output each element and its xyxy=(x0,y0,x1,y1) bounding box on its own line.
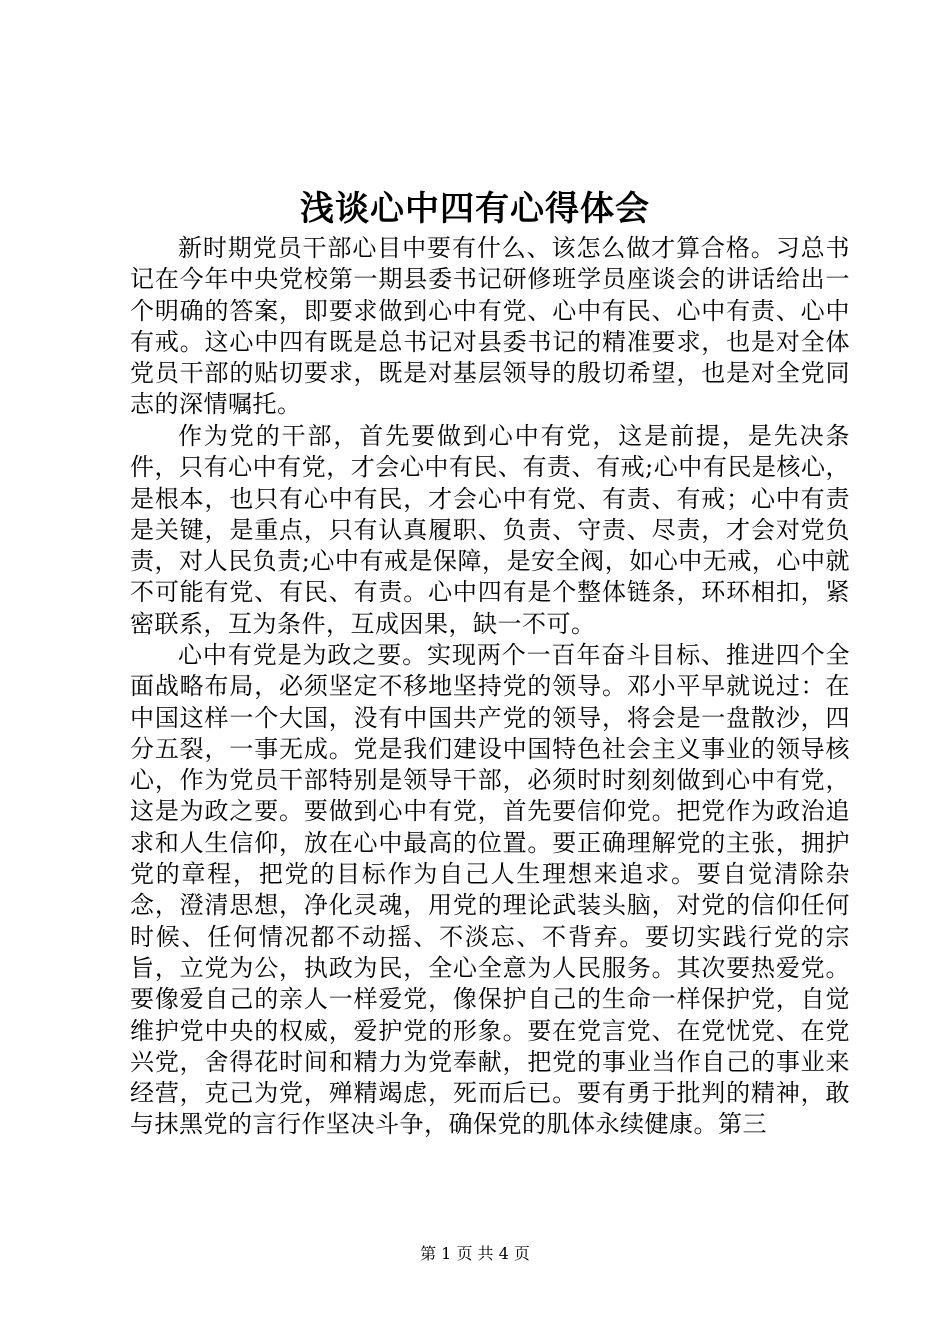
document-title: 浅谈心中四有心得体会 xyxy=(300,189,650,229)
page-footer: 第 1 页 共 4 页 xyxy=(420,1244,530,1263)
paragraph-1: 新时期党员干部心目中要有什么、该怎么做才算合格。习总书记在今年中央党校第一期县委书记研修班学员座谈会的讲话给出一个明确的答案，即要求做到心中有党、心中有民、心中有责、心中有戒。这心中四有既是总书记对县委书记的精准要求，也是对全体党员干部的贴切要求，既是对基层领导的殷切希望，也是对全党同志的深情嘱托。 xyxy=(130,234,850,419)
paragraph-3-block xyxy=(130,640,850,1141)
paragraph-1-block xyxy=(130,233,850,421)
paragraph-2: 作为党的干部，首先要做到心中有党，这是前提，是先决条件，只有心中有党，才会心中有民、有责、有戒;心中有民是核心，是根本，也只有心中有民，才会心中有党、有责、有戒；心中有责是关键，是重点，只有认真履职、负责、守责、尽责，才会对党负责，对人民负责;心中有戒是保障，是安全阀，如心中无戒，心中就不可能有党、有民、有责。心中四有是个整体链条，环环相扣，紧密联系，互为条件，互成因果，缺一不可。 xyxy=(130,422,850,638)
paragraph-2-block xyxy=(130,421,850,640)
paragraph-3: 心中有党是为政之要。实现两个一百年奋斗目标、推进四个全面战略布局，必须坚定不移地坚持党的领导。邓小平早就说过：在中国这样一个大国，没有中国共产党的领导，将会是一盘散沙，四分五裂，一事无成。党是我们建设中国特色社会主义事业的领导核心，作为党员干部特别是领导干部，必须时时刻刻做到心中有党，这是为政之要。要做到心中有党，首先要信仰党。把党作为政治追求和人生信仰，放在心中最高的位置。要正确理解党的主张，拥护党的章程，把党的目标作为自己人生理想来追求。要自觉清除杂念，澄清思想，净化灵魂，用党的理论武装头脑，对党的信仰任何时候、任何情况都不动摇、不淡忘、不背弃。要切实践行党的宗旨，立党为公，执政为民，全心全意为人民服务。其次要热爱党。要像爱自己的亲人一样爱党，像保护自己的生命一样保护党，自觉维护党中央的权威，爱护党的形象。要在党言党、在党忧党、在党兴党，舍得花时间和精力为党奉献，把党的事业当作自己的事业来经营，克己为党，殚精竭虑，死而后已。要有勇于批判的精神，敢与抹黑党的言行作坚决斗争，确保党的肌体永续健康。第三 xyxy=(130,641,850,1139)
